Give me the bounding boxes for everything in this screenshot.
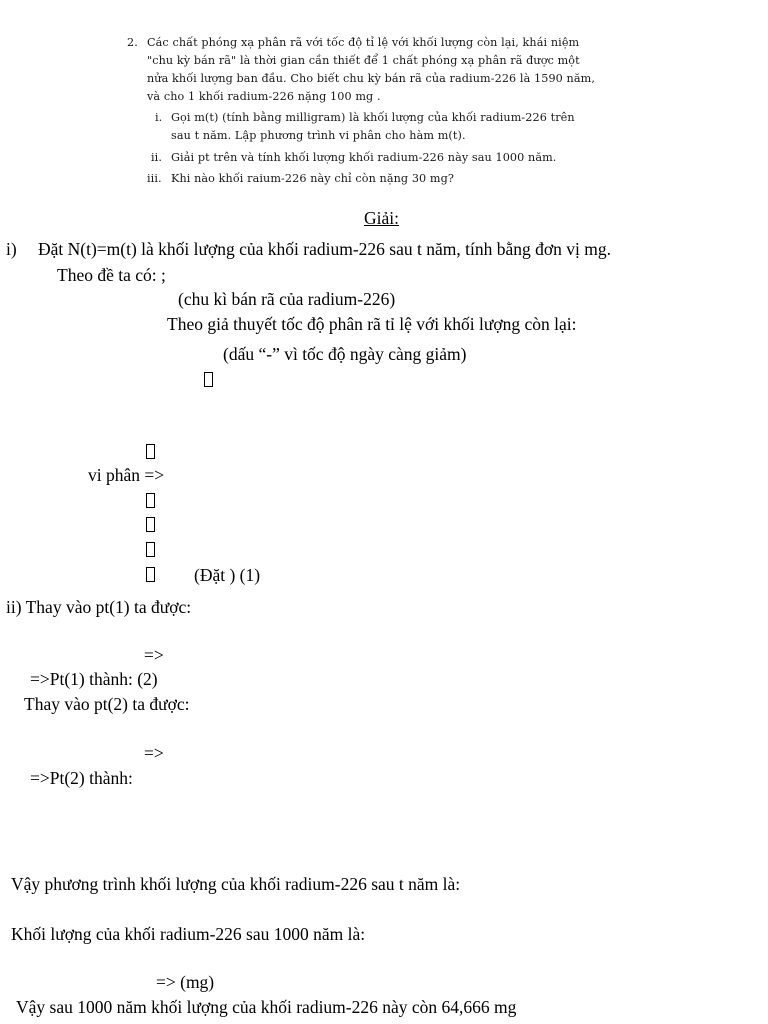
missing-formula-box <box>146 542 155 557</box>
final-answer: Vậy sau 1000 năm khối lượng của khối radium-226 này còn 64,666 mg <box>16 997 517 1017</box>
solution-line: Khối lượng của khối radium-226 sau 1000 năm là: <box>11 924 366 944</box>
problem-line: và cho 1 khối radium-226 nặng 100 mg . <box>147 90 381 103</box>
part-label: ii. <box>151 151 163 164</box>
solution-line: Đặt N(t)=m(t) là khối lượng của khối radium-226 sau t năm, tính bằng đơn vị mg. <box>38 239 611 259</box>
missing-formula-box <box>204 372 213 387</box>
part-label: i. <box>155 111 163 124</box>
problem-number: 2. <box>127 36 138 49</box>
problem-paragraph <box>147 34 637 106</box>
result-line: => (mg) <box>156 972 215 992</box>
part-line: Giải pt trên và tính khối lượng khối radium-226 này sau 1000 năm. <box>171 151 557 164</box>
part-label: iii. <box>147 172 162 185</box>
solution-line: (dấu “-” vì tốc độ ngày càng giảm) <box>223 344 467 364</box>
part-line: Gọi m(t) (tính bằng milligram) là khối lượng của khối radium-226 trên <box>171 111 575 124</box>
solution-line: Theo đề ta có: ; <box>57 265 166 285</box>
missing-formula-box <box>146 517 155 532</box>
problem-line: Các chất phóng xạ phân rã với tốc độ tỉ lệ với khối lượng còn lại, khái niệm <box>147 36 580 49</box>
missing-formula-box <box>146 493 155 508</box>
problem-line: nửa khối lượng ban đầu. Cho biết chu kỳ bán rã của radium-226 là 1590 năm, <box>147 72 595 85</box>
conclusion-line: Vậy phương trình khối lượng của khối radium-226 sau t năm là: <box>11 874 461 894</box>
vi-phan-label: vi phân => <box>88 465 165 485</box>
solution-line: Theo giả thuyết tốc độ phân rã tỉ lệ với khối lượng còn lại: <box>167 314 577 334</box>
solution-line: =>Pt(1) thành: (2) <box>30 669 158 689</box>
problem-line: "chu kỳ bán rã" là thời gian cần thiết để 1 chất phóng xạ phân rã được một <box>147 54 580 67</box>
solution-line: =>Pt(2) thành: <box>30 768 133 788</box>
arrow-text: => <box>144 743 164 763</box>
solution-heading: Giải: <box>364 208 399 228</box>
solution-line: (chu kì bán rã của radium-226) <box>178 289 396 309</box>
arrow-text: => <box>144 645 164 665</box>
missing-formula-box <box>146 567 155 582</box>
missing-formula-box <box>146 444 155 459</box>
solution-line: Thay vào pt(2) ta được: <box>24 694 190 714</box>
part-line: sau t năm. Lập phương trình vi phân cho hàm m(t). <box>171 129 466 142</box>
part-i-label: i) <box>6 239 17 259</box>
part-line: Khi nào khối raium-226 này chỉ còn nặng 30 mg? <box>171 172 455 185</box>
solution-line: (Đặt ) (1) <box>194 565 261 585</box>
part-ii-line: ii) Thay vào pt(1) ta được: <box>6 597 192 617</box>
